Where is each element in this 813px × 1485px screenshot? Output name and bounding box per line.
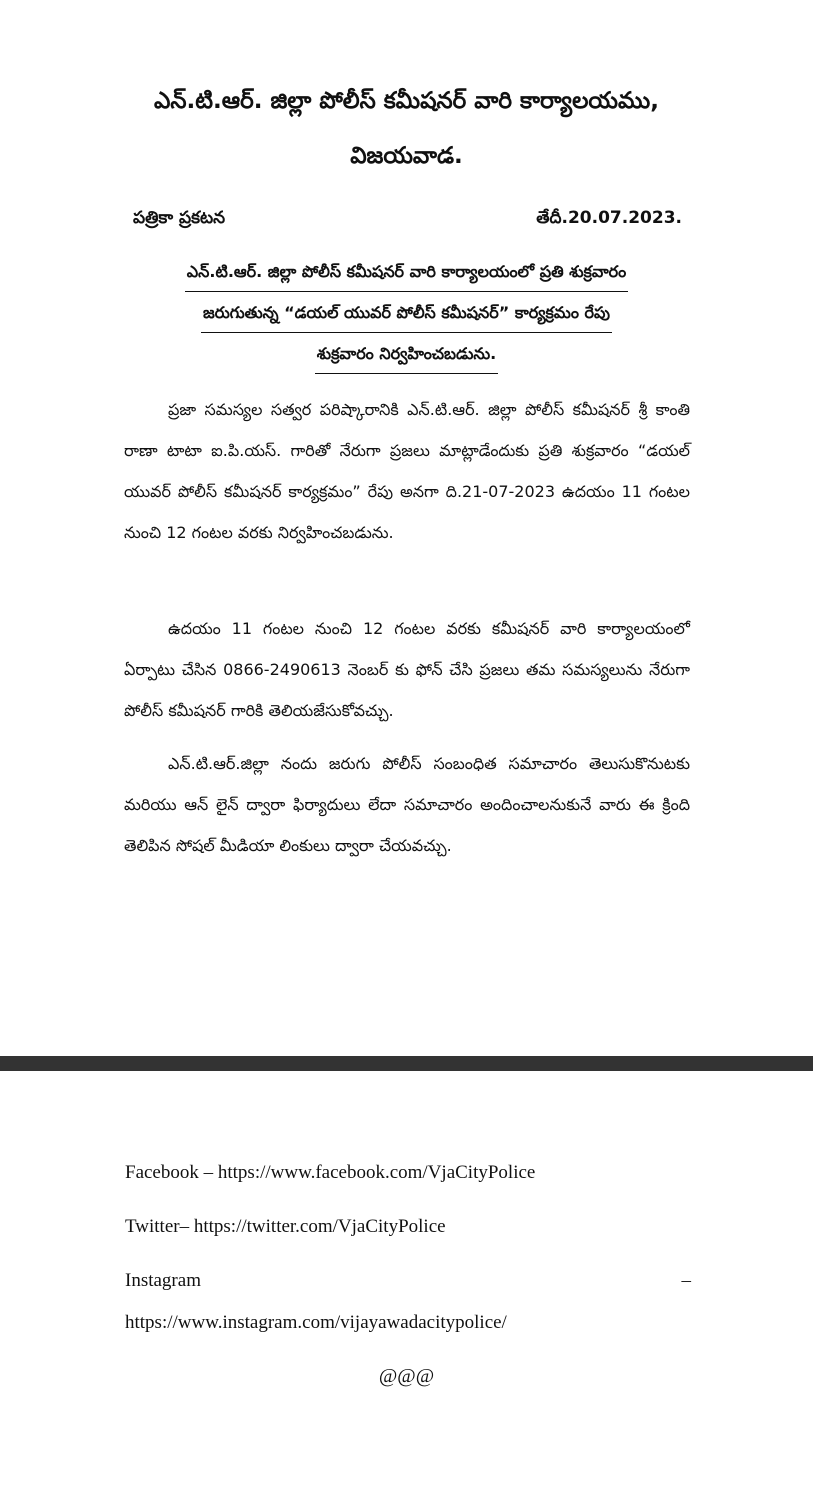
end-mark: @@@: [378, 1365, 435, 1387]
body-paragraph-3: ఎన్.టి.ఆర్.జిల్లా నందు జరుగు పోలీస్ సంబంధిత సమాచారం తెలుసుకొనుటకు మరియు ఆన్ లైన్ ద్వారా ఫిర్యాదులు లేదా సమాచారం అందించాలనుకునే వారు ఈ క్రింది తెలిపిన సోషల్ మీడియా లింకులు ద్వారా చేయవచ్చు.: [124, 754, 690, 855]
office-title: ఎన్.టి.ఆర్. జిల్లా పోలీస్ కమీషనర్ వారి కార్యాలయము,: [153, 88, 660, 114]
subject-line-1: ఎన్.టి.ఆర్. జిల్లా పోలీస్ కమీషనర్ వారి కార్యాలయంలో ప్రతి శుక్రవారం: [0, 262, 813, 292]
press-release-label: పత్రికా ప్రకటన: [133, 208, 226, 228]
twitter-link[interactable]: Twitter– https://twitter.com/VjaCityPolice: [125, 1216, 446, 1237]
instagram-label-text: Instagram: [125, 1270, 201, 1291]
subject-line-2: జరుగుతున్న “డయల్ యువర్ పోలీస్ కమీషనర్” కార్యక్రమం రేపు: [0, 303, 813, 333]
facebook-link[interactable]: Facebook – https://www.facebook.com/VjaCityPolice: [125, 1162, 536, 1183]
body-paragraph-2: ఉదయం 11 గంటల నుంచి 12 గంటల వరకు కమీషనర్ వారి కార్యాలయంలో ఏర్పాటు చేసిన 0866-2490613 నెంబర్ కు ఫోన్ చేసి ప్రజలు తమ సమస్యలును నేరుగా పోలీస్ కమీషనర్ గారికి తెలియజేసుకోవచ్చు.: [124, 619, 690, 720]
release-date: తేదీ.20.07.2023.: [536, 208, 682, 228]
instagram-link[interactable]: https://www.instagram.com/vijayawadacitypolice/: [125, 1312, 507, 1333]
subject-line-3: శుక్రవారం నిర్వహించబడును.: [0, 344, 813, 374]
body-paragraph-1: ప్రజా సమస్యల సత్వర పరిష్కారానికి ఎన్.టి.ఆర్. జిల్లా పోలీస్ కమీషనర్ శ్రీ కాంతి రాణా టాటా ఐ.పి.యస్. గారితో నేరుగా ప్రజలు మాట్లాడేందుకు ప్రతి శుక్రవారం “డయల్ యువర్ పోలీస్ కమీషనర్ కార్యక్రమం” రేపు అనగా ది.21-07-2023 ఉదయం 11 గంటల నుంచి 12 గంటల వరకు నిర్వహించబడును.: [124, 400, 690, 542]
page-divider: [0, 1056, 813, 1071]
instagram-dash: –: [681, 1270, 691, 1291]
instagram-label: [125, 1270, 691, 1292]
office-city: విజయవాడ.: [350, 143, 463, 169]
